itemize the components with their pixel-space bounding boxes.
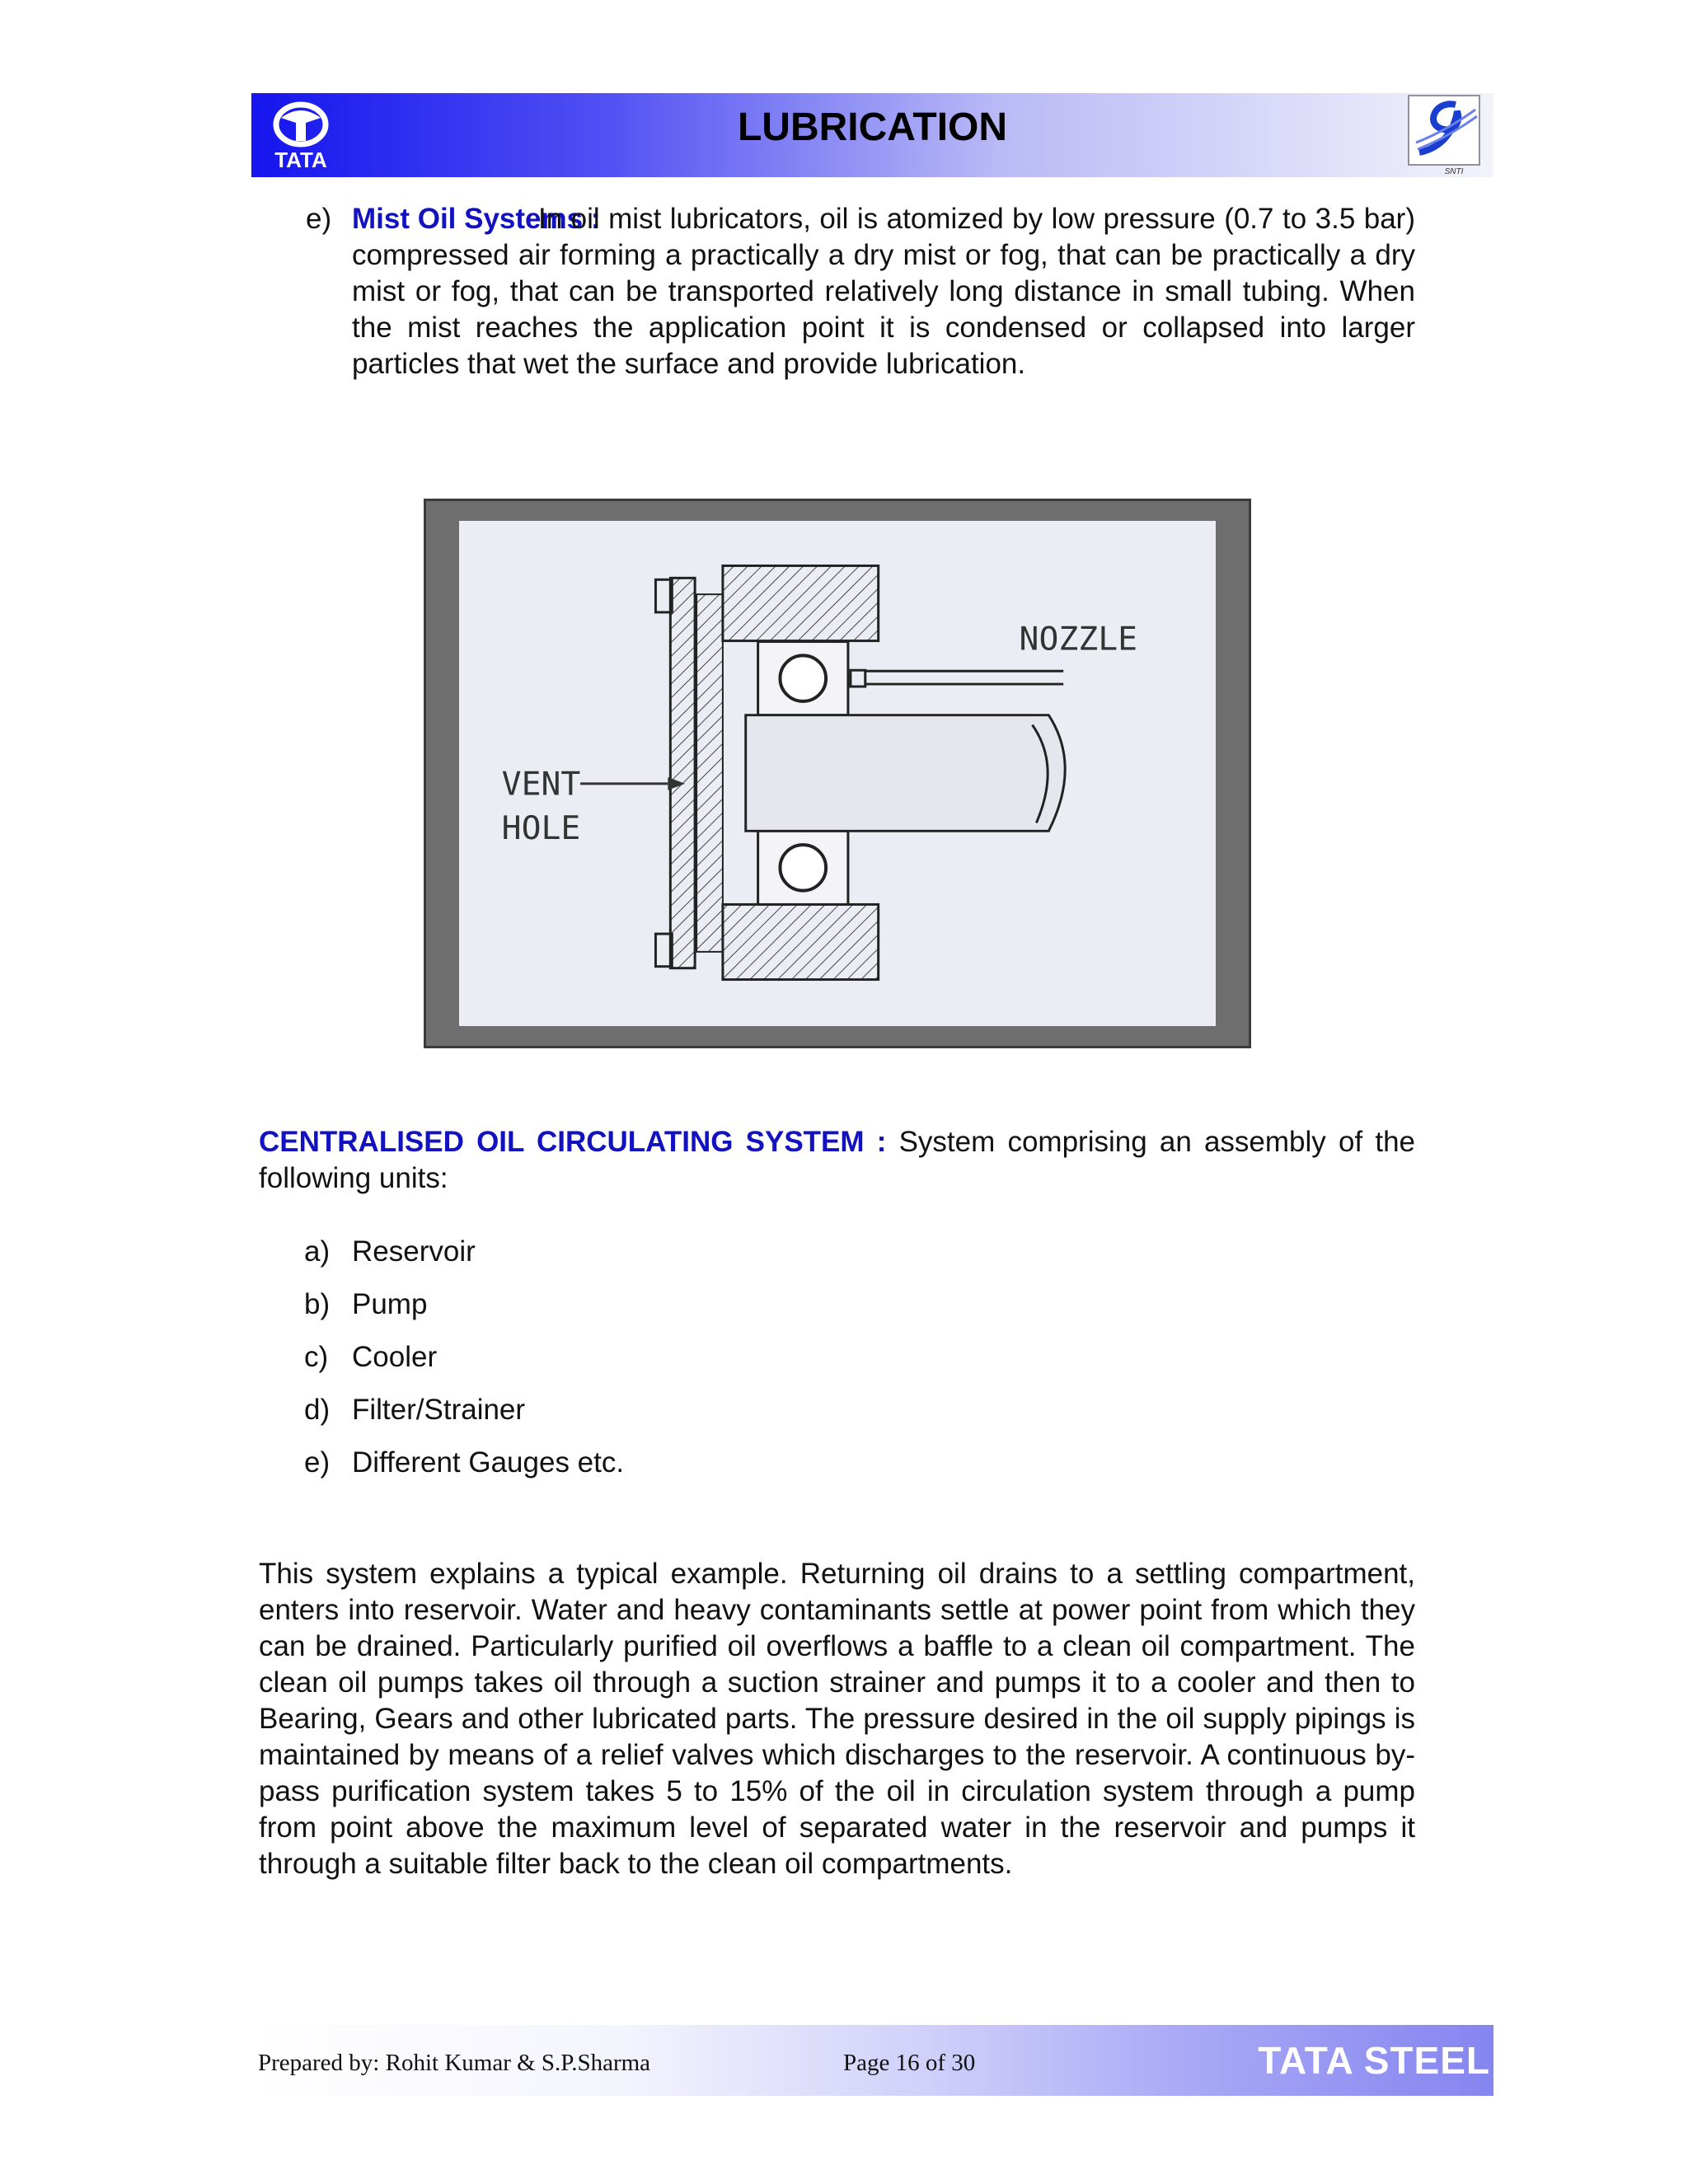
- mist-lubrication-figure: [424, 499, 1251, 1048]
- snti-logo-text: SNTI: [1444, 167, 1464, 176]
- page-header: [251, 93, 1493, 177]
- mist-oil-text: In oil mist lubricators, oil is atomized by low pressure (0.7 to 3.5 bar) compressed air forming a practically a dry mist or fog, that can be practically a dry mist or fog, that can be transported relatively long distance in small tubing. When the mist reaches the application point it is condensed or collapsed into larger particles that wet the surface and provide lubrication.: [352, 203, 1415, 380]
- list-item: a) Reservoir: [304, 1235, 476, 1268]
- mist-oil-label: e): [306, 203, 332, 235]
- central-system-text: System comprising an assembly of the following units:: [259, 1126, 1416, 1194]
- bearing-diagram: [459, 521, 1216, 1026]
- central-system-heading: CENTRALISED OIL CIRCULATING SYSTEM :: [259, 1126, 887, 1158]
- page-number: Page 16 of 30: [843, 2050, 976, 2076]
- tata-logo-text: TATA: [274, 148, 327, 172]
- central-system-paragraph: [259, 1124, 1415, 1197]
- page-footer: [251, 2025, 1493, 2096]
- list-item: b) Pump: [304, 1288, 428, 1320]
- units-list: [304, 1231, 624, 1495]
- vent-label-line2: HOLE: [501, 809, 581, 848]
- snti-logo-icon: [1406, 93, 1485, 177]
- list-item: d) Filter/Strainer: [304, 1394, 526, 1426]
- typical-example-paragraph: This system explains a typical example. Returning oil drains to a settling compartment, enters into reservoir. Water and heavy contaminants settle at power point from which they can be drained. Particularly purified oil overflows a baffle to a clean oil compartment. The clean oil pumps takes oil through a suction strainer and pumps it to a cooler and then to Bearing, Gears and other lubricated parts. The pressure desired in the oil supply pipings is maintained by means of a relief valves which discharges to the reservoir. A continuous by-pass purification system takes 5 to 15% of the oil in circulation system through a pump from point above the maximum level of separated water in the reservoir and pumps it through a suitable filter back to the clean oil compartments.: [259, 1558, 1415, 1880]
- page-title: LUBRICATION: [737, 105, 1008, 149]
- tata-steel-logo: TATA STEEL: [1258, 2039, 1490, 2082]
- mist-oil-paragraph: [306, 201, 1415, 382]
- prepared-by: Prepared by: Rohit Kumar & S.P.Sharma: [258, 2050, 651, 2076]
- vent-label-line1: VENT: [501, 765, 581, 804]
- nozzle-label: NOZZLE: [1019, 620, 1138, 658]
- list-item: e) Different Gauges etc.: [304, 1446, 625, 1479]
- mist-oil-heading: Mist Oil Systems :: [352, 203, 601, 235]
- list-item: c) Cooler: [304, 1341, 438, 1373]
